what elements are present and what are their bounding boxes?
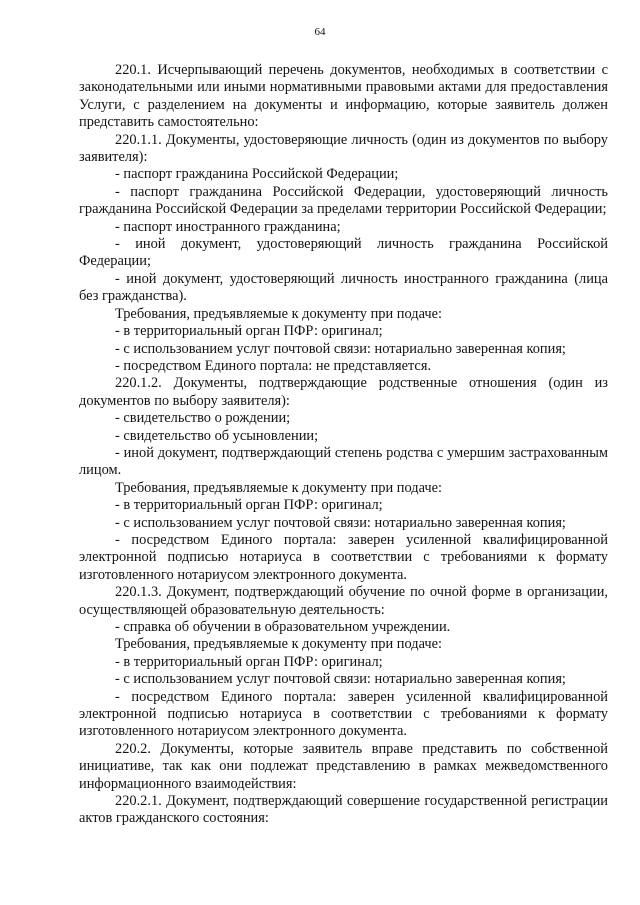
paragraph-220-2-1: 220.2.1. Документ, подтверждающий совершение государственной регистрации актов гражданского состояния: <box>79 793 608 827</box>
list-item: - посредством Единого портала: заверен усиленной квалифицированной электронной подписью нотариуса в соответствии с требованиями к формату изготовленного нотариусом электронного документа. <box>79 688 608 740</box>
requirements-heading: Требования, предъявляемые к документу при подаче: <box>115 305 442 322</box>
list-item: - в территориальный орган ПФР: оригинал; <box>115 653 383 670</box>
list-item: - иной документ, удостоверяющий личность гражданина Российской Федерации; <box>79 236 608 270</box>
list-item: - с использованием услуг почтовой связи: нотариально заверенная копия; <box>115 514 566 531</box>
paragraph-220-2: 220.2. Документы, которые заявитель вправе представить по собственной инициативе, так как они подлежат представлению в рамках межведомственного информационного взаимодействия: <box>79 740 608 792</box>
page-number: 64 <box>314 26 326 38</box>
list-item: - паспорт иностранного гражданина; <box>115 218 341 235</box>
list-item: - с использованием услуг почтовой связи: нотариально заверенная копия; <box>115 671 566 688</box>
list-item: - иной документ, подтверждающий степень родства с умершим застрахованным лицом. <box>79 444 608 479</box>
list-item: - посредством Единого портала: не представляется. <box>115 357 432 374</box>
list-item: - в территориальный орган ПФР: оригинал; <box>115 497 383 514</box>
list-item: - свидетельство об усыновлении; <box>115 427 319 444</box>
paragraph-220-1: 220.1. Исчерпывающий перечень документов, необходимых в соответствии с законодательными или иными нормативными правовыми актами для предоставления Услуги, с разделением на документы и информацию, которые заявитель должен представить самостоятельно: <box>79 62 608 131</box>
paragraph-220-1-2: 220.1.2. Документы, подтверждающие родственные отношения (один из документов по выбору заявителя): <box>79 375 608 409</box>
list-item: - паспорт гражданина Российской Федерации; <box>115 166 399 183</box>
list-item: - свидетельство о рождении; <box>115 410 291 427</box>
document-body <box>79 62 608 828</box>
list-item: - иной документ, удостоверяющий личность иностранного гражданина (лица без гражданства). <box>79 270 608 305</box>
paragraph-220-1-1: 220.1.1. Документы, удостоверяющие личность (один из документов по выбору заявителя): <box>79 131 608 166</box>
list-item: - паспорт гражданина Российской Федерации, удостоверяющий личность гражданина Российской Федерации за пределами территории Российской Федерации; <box>79 183 608 218</box>
list-item: - посредством Единого портала: заверен усиленной квалифицированной электронной подписью нотариуса в соответствии с требованиями к формату изготовленного нотариусом электронного документа. <box>79 531 608 583</box>
list-item: - справка об обучении в образовательном учреждении. <box>115 619 451 635</box>
list-item: - в территориальный орган ПФР: оригинал; <box>115 323 383 340</box>
paragraph-220-1-3: 220.1.3. Документ, подтверждающий обучение по очной форме в организации, осуществляющей образовательную деятельность: <box>79 584 608 618</box>
list-item: - с использованием услуг почтовой связи: нотариально заверенная копия; <box>115 340 566 357</box>
requirements-heading: Требования, предъявляемые к документу при подаче: <box>115 479 442 496</box>
requirements-heading: Требования, предъявляемые к документу при подаче: <box>115 636 442 653</box>
